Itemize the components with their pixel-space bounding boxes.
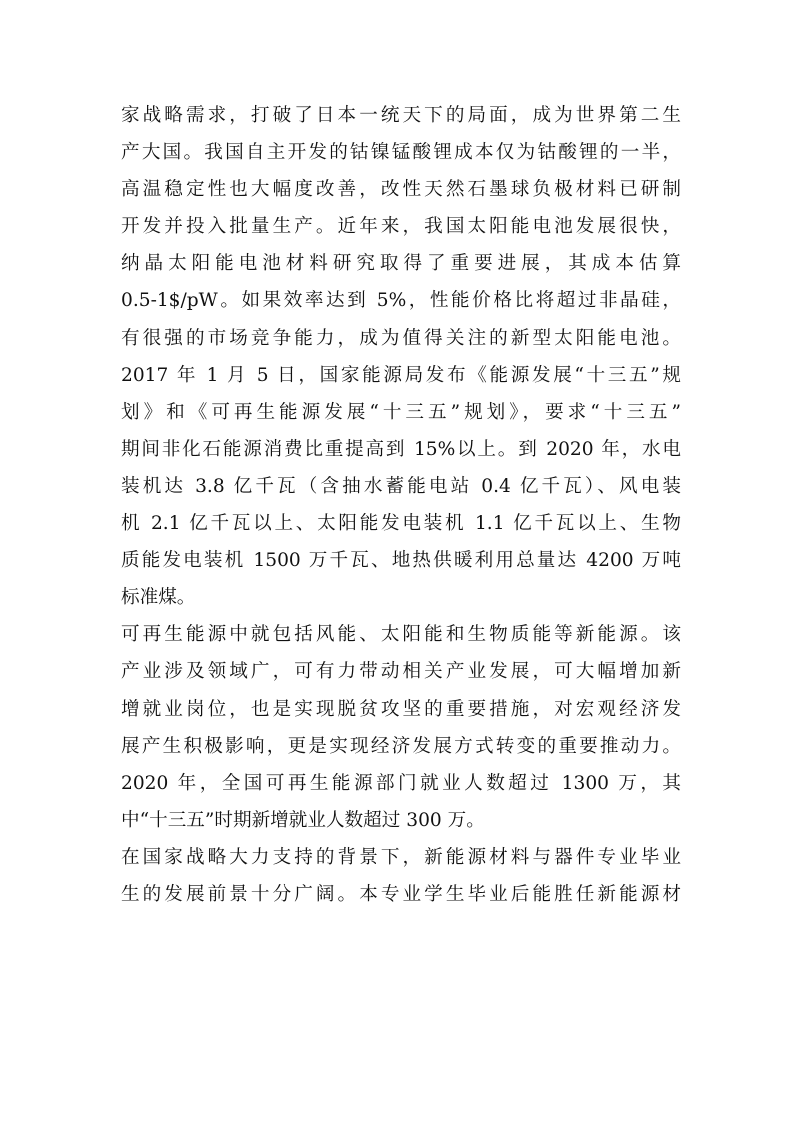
text-line-8: 2017 年 1 月 5 日，国家能源局发布《能源发展“十三五”规 xyxy=(121,364,681,386)
text-line-11: 装机达 3.8 亿千瓦（含抽水蓄能电站 0.4 亿千瓦）、风电装 xyxy=(121,475,681,497)
text-line-19: 2020 年，全国可再生能源部门就业人数超过 1300 万，其 xyxy=(121,772,681,794)
text-line-20: 中“十三五”时期新增就业人数超过 300 万。 xyxy=(121,809,485,831)
text-line-5: 纳晶太阳能电池材料研究取得了重要进展，其成本估算 xyxy=(121,253,681,275)
text-line-17: 增就业岗位，也是实现脱贫攻坚的重要措施，对宏观经济发 xyxy=(121,698,681,720)
text-line-15: 可再生能源中就包括风能、太阳能和生物质能等新能源。该 xyxy=(121,624,681,646)
text-line-14: 标准煤。 xyxy=(121,587,196,609)
text-line-2: 产大国。我国自主开发的钴镍锰酸锂成本仅为钴酸锂的一半， xyxy=(121,142,681,164)
text-line-3: 高温稳定性也大幅度改善，改性天然石墨球负极材料已研制 xyxy=(121,179,681,201)
text-line-12: 机 2.1 亿千瓦以上、太阳能发电装机 1.1 亿千瓦以上、生物 xyxy=(121,513,681,535)
text-line-16: 产业涉及领域广，可有力带动相关产业发展，可大幅增加新 xyxy=(121,661,681,683)
text-line-22: 生的发展前景十分广阔。本专业学生毕业后能胜任新能源材 xyxy=(121,883,681,905)
text-line-18: 展产生积极影响，更是实现经济发展方式转变的重要推动力。 xyxy=(121,735,681,757)
text-line-10: 期间非化石能源消费比重提高到 15%以上。到 2020 年，水电 xyxy=(121,438,681,460)
body-text xyxy=(121,97,681,913)
text-line-6: 0.5-1$/pW。如果效率达到 5%，性能价格比将超过非晶硅， xyxy=(121,290,681,312)
text-line-4: 开发并投入批量生产。近年来，我国太阳能电池发展很快， xyxy=(121,216,681,238)
text-line-7: 有很强的市场竞争能力，成为值得关注的新型太阳能电池。 xyxy=(121,327,681,349)
text-line-13: 质能发电装机 1500 万千瓦、地热供暖利用总量达 4200 万吨 xyxy=(121,550,681,572)
text-line-9: 划》和《可再生能源发展“十三五”规划》，要求“十三五” xyxy=(121,401,681,423)
text-line-1: 家战略需求，打破了日本一统天下的局面，成为世界第二生 xyxy=(121,105,681,126)
text-line-21: 在国家战略大力支持的背景下，新能源材料与器件专业毕业 xyxy=(121,846,681,868)
